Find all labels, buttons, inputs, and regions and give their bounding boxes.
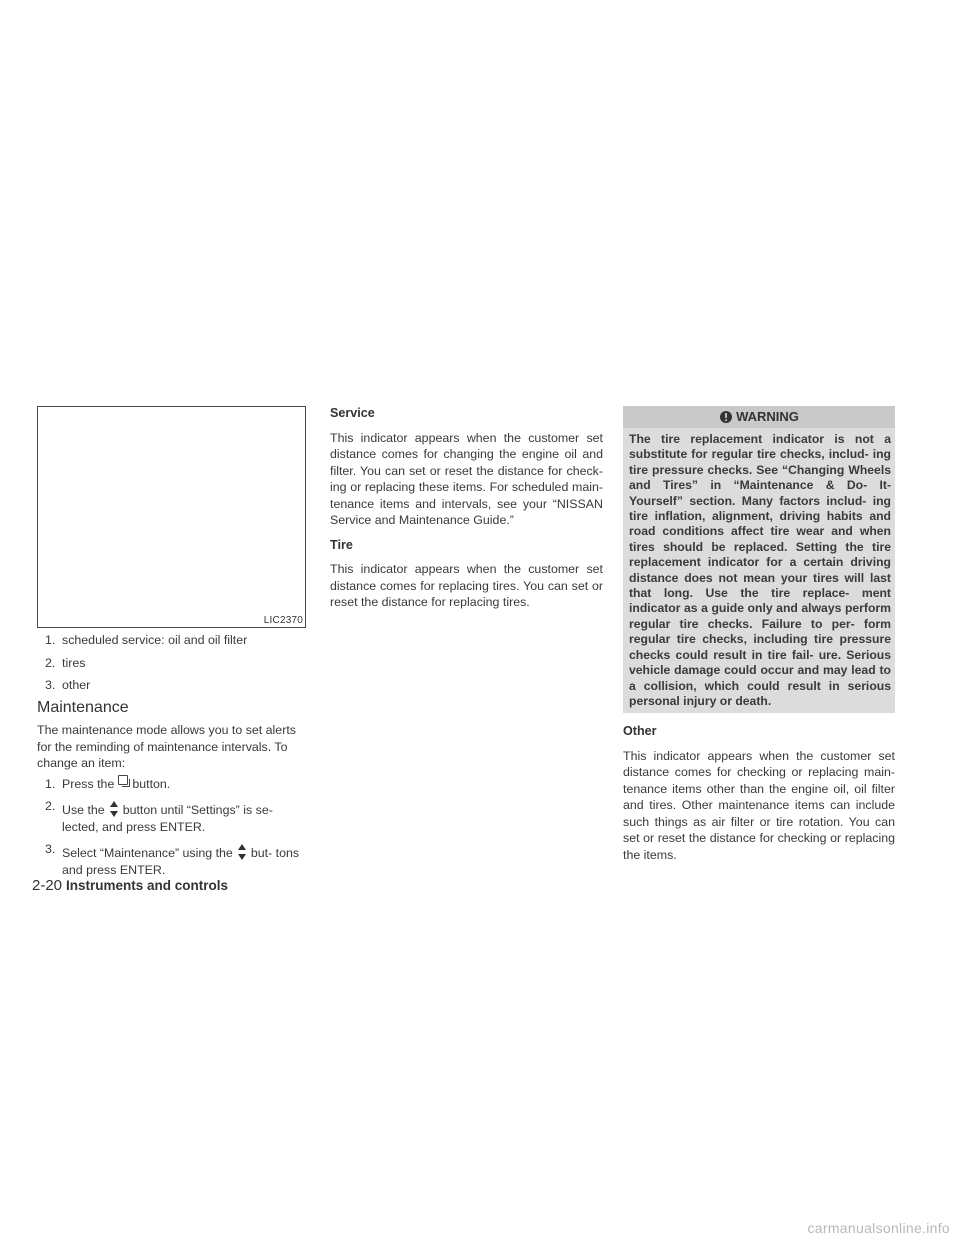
tire-text: This indicator appears when the customer set distance comes for replacing tires. You can set or reset the distance for replacing tires. <box>330 562 603 609</box>
service-text: This indicator appears when the customer set distance comes for changing the engine oil and filter. You can set or reset the distance for check- ing or replacing these items. For scheduled main- tenance items and intervals, see your “NISSAN Service and Maintenance Guide.” <box>330 430 603 527</box>
maintenance-intro: The maintenance mode allows you to set alerts for the reminding of maintenance intervals. To change an item: <box>37 723 296 770</box>
watermark: carmanualsonline.info <box>807 1220 950 1236</box>
step-1: 1. Press the button. <box>45 776 171 791</box>
up-down-arrows-icon <box>109 801 119 817</box>
figure-image <box>37 406 306 628</box>
list-item: 2. tires <box>45 655 86 670</box>
menu-button-icon <box>118 775 128 785</box>
warning-title: WARNING <box>736 408 799 424</box>
column-left <box>37 632 312 884</box>
column-middle <box>330 405 603 619</box>
section-heading-tire: Tire <box>330 537 353 552</box>
section-heading-maintenance: Maintenance <box>37 698 129 716</box>
section-title: Instruments and controls <box>66 878 229 893</box>
warning-text: The tire replacement indicator is not a substitute for regular tire checks, includ- ing tire pressure checks. See “Changing Wheels and Tires” in “Maintenance & Do- It-Yourself” section. Many factors includ- ing tire inflation, alignment, driving habits and road conditions affect tire wear and when tires should be replaced. Setting the tire replacement indicator for a certain driving distance does not mean your tires will last that long. Use the tire replace- ment indicator as a guide only and always perform regular tire checks. Failure to per- form regular tire checks, including tire pressure checks could result in tire fail- ure. Serious vehicle damage could occur and may lead to a collision, which could result in serious personal injury or death. <box>623 428 895 713</box>
section-heading-service: Service <box>330 406 375 420</box>
step-3: 3. Select “Maintenance” using the but- tons and press ENTER. <box>45 842 300 877</box>
page-number: 2-20 <box>32 877 63 894</box>
up-down-arrows-icon <box>237 844 247 860</box>
list-item: 3. other <box>45 678 91 692</box>
warning-header <box>623 406 895 428</box>
figure-label: LIC2370 <box>263 615 303 626</box>
warning-icon <box>719 410 733 424</box>
list-item: 1. scheduled service: oil and oil filter <box>45 633 248 647</box>
warning-box <box>623 406 895 713</box>
column-right <box>623 406 895 871</box>
section-heading-other: Other <box>623 724 657 739</box>
other-text: This indicator appears when the customer set distance comes for checking or replacing main- tenance items other than the engine oil, oil filter and tires. Other maintenance items can include such things as air filter or tire rotation. You can set or reset the distance for checking or replacing the items. <box>623 748 895 862</box>
step-2: 2. Use the button until “Settings” is se- lected, and press ENTER. <box>45 799 273 834</box>
page-footer <box>32 877 228 894</box>
